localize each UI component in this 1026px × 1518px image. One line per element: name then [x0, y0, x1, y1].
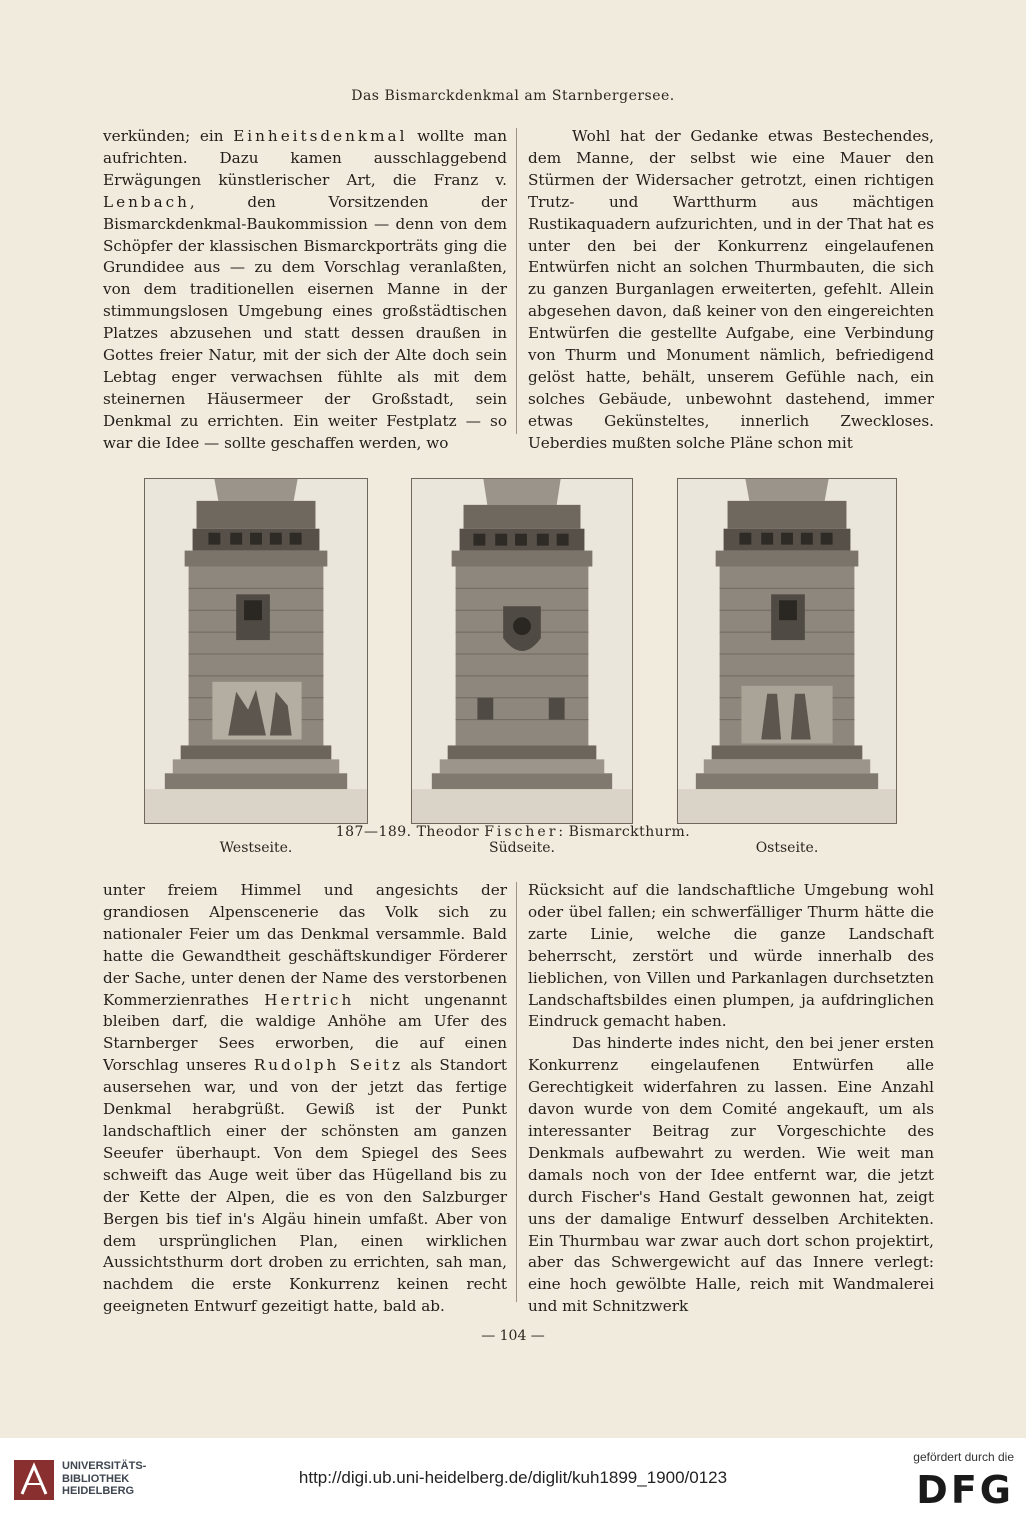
text-run: , den Vorsitzenden der Bismarckdenkmal-Baukommission — denn von dem Schöpfer der klassischen Bismarckporträts ging die Grundidee aus — zu dem Vorschlag veranlaßten, von dem traditionellen eisernen Manne in der stimmungslosen Umgebung eines großstädtischen Platzes abzusehen und statt dessen draußen in Gottes freier Natur, mit der sich der Alte doch sein Lebtag enger verwachsen fühlte als mit dem steinernen Häusermeer der Großstadt, sein Denkmal zu errichten. Ein weiter Festplatz — so war die Idee — sollte geschaffen werden, wo: [103, 192, 507, 452]
tower-south-image: [412, 479, 632, 823]
column-rule-upper: [516, 128, 517, 434]
upper_left-paragraph: [103, 126, 507, 455]
lower_left-paragraph: [103, 880, 507, 1318]
label-east: Ostseite.: [755, 840, 819, 856]
upper-left-column: [103, 126, 507, 455]
dfg-logo: DFG: [916, 1468, 1014, 1512]
text-run: wollte man aufrichten. Dazu kamen ausschlaggebend Erwägungen künstlerischer Art, die Franz v.: [103, 127, 507, 189]
lower-right-paragraph-2: Das hinderte indes nicht, den bei jener ersten Konkurrenz eingelaufenen Entwürfen alle Gerechtigkeit widerfahren zu lassen. Eine Anzahl davon wurde von dem Comité angekauft, um als interessanter Beitrag zur Vorgeschichte des Denkmals aufbewahrt zu werden. Wie weit man damals noch von der Idee entfernt war, die jetzt durch Fischer's Hand Gestalt gewonnen hat, zeigt uns der damalige Entwurf desselben Architekten. Ein Thurmbau war zwar auch dort schon projektirt, aber das Schwergewicht auf das Innere verlegt: eine hoch gewölbte Halle, reich mit Wandmalerei und mit Schnitzwerk: [528, 1034, 934, 1316]
footer-bar: [0, 1438, 1026, 1518]
source-url[interactable]: http://digi.ub.uni-heidelberg.de/diglit/kuh1899_1900/0123: [298, 1468, 728, 1487]
upper-right-column: [528, 126, 934, 455]
library-line-1: UNIVERSITÄTS-: [62, 1460, 147, 1472]
tower-east-image: [678, 479, 896, 823]
photo-west-side: [144, 478, 368, 824]
library-line-2: BIBLIOTHEK: [62, 1472, 130, 1485]
upper-right-paragraph: Wohl hat der Gedanke etwas Bestechendes, dem Manne, der selbst wie eine Mauer den Stürmen der Widersacher getrotzt, einen richtigen Trutz- und Wartthurm aus mächtigen Rustikaquadern aufzurichten, und in der That hat es unter den bei der Konkurrenz eingelaufenen Entwürfen nicht an solchen Thurmbauten, die sich zu ganzen Burganlagen erweiterten, gefehlt. Allein abgesehen davon, daß keiner von den eingereichten Entwürfen die gestellte Aufgabe, eine Verbindung von Thurm und Monument nämlich, befriedigend gelöst hatte, behält, unserem Gefühle nach, ein solches Gebäude, unbewohnt dastehend, immer etwas Gekünsteltes, innerlich Zweckloses. Ueberdies mußten solche Pläne schon mit: [528, 127, 934, 452]
tower-west-image: [145, 479, 367, 823]
spaced-name: Lenbach: [103, 192, 190, 211]
figure-caption: [0, 824, 1026, 840]
spaced-name: Hertrich: [264, 990, 355, 1009]
lower-right-paragraph-1: Rücksicht auf die landschaftliche Umgebung wohl oder übel fallen; ein schwerfälliger Thurm hätte die zarte Linie, welche die ganze Landschaft beherrscht, zerstört und würde innerhalb des lieblichen, von Villen und Parkanlagen durchsetzten Landschaftsbildes einen plumpen, ja aufdringlichen Eindruck gemacht haben.: [528, 881, 934, 1031]
spaced-name: Einheitsdenkmal: [233, 127, 408, 145]
text-run: unter freiem Himmel und angesichts der grandiosen Alpenscenerie das Volk sich zu nationaler Feier um das Denkmal versammle. Bald hatte die Gewandtheit geschäftskundiger Förderer der Sache, unter denen der Name des verstorbenen Kommerzienrathes: [103, 881, 507, 1009]
caption-architect: Fischer: [484, 824, 559, 840]
caption-suffix: : Bismarckthurm.: [558, 824, 691, 840]
label-west: Westseite.: [219, 840, 293, 856]
label-south: Südseite.: [489, 840, 555, 856]
page-number: — 104 —: [481, 1328, 545, 1344]
spaced-name: Rudolph Seitz: [253, 1056, 403, 1075]
lower-left-column: [103, 880, 507, 1318]
running-head: Das Bismarckdenkmal am Starnbergersee.: [351, 88, 675, 104]
photo-south-side: [411, 478, 633, 824]
text-run: verkünden; ein: [103, 127, 234, 145]
lower-right-column: [528, 880, 934, 1318]
funded-by-text: gefördert durch die: [913, 1450, 1014, 1464]
library-line-3: HEIDELBERG: [62, 1485, 135, 1497]
photo-east-side: [677, 478, 897, 824]
text-run: nicht ungenannt bleiben darf, die waldige Anhöhe am Ufer des Starnberger Sees erworben, die auf einen Vorschlag unseres: [103, 990, 507, 1075]
text-run: als Standort ausersehen war, und von der jetzt das fertige Denkmal herabgrüßt. Gewiß ist der Punkt landschaftlich einer der schönsten am ganzen Seeufer überhaupt. Von dem Spiegel des Sees schweift das Auge weit über das Hügelland bis zu der Kette der Alpen, die es von den Salzburger Bergen bis tief in's Algäu hinein umfaßt. Aber von dem ursprünglichen Plan, einen wirklichen Aussichtsthurm dort droben zu errichten, sah man, nachdem die erste Konkurrenz keinen recht geeigneten Entwurf gezeitigt hatte, bald ab.: [103, 1056, 507, 1316]
caption-prefix: 187—189. Theodor: [335, 824, 485, 840]
column-rule-lower: [516, 882, 517, 1302]
